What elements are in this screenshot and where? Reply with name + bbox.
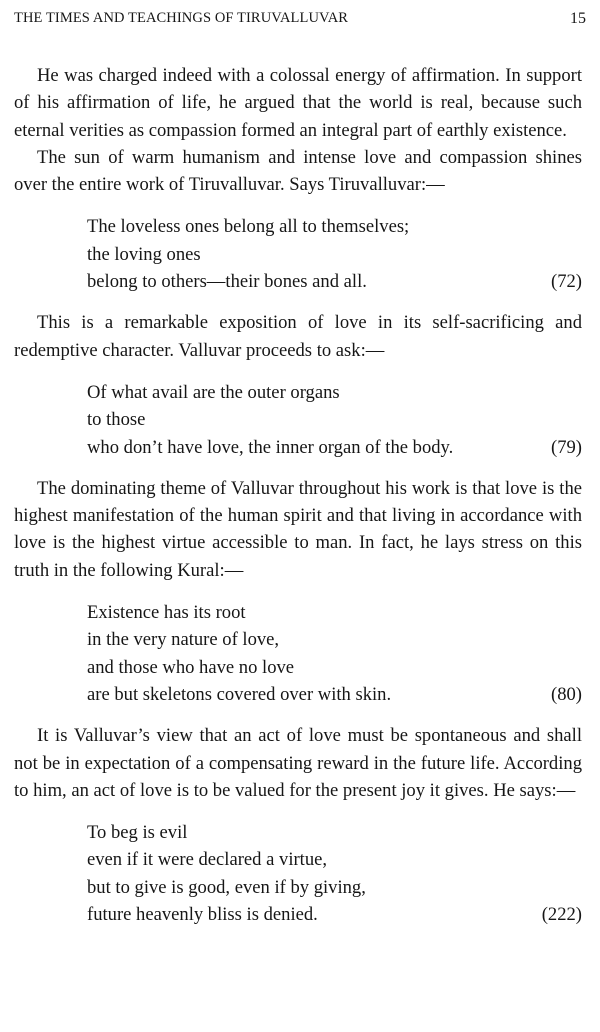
paragraph-5: It is Valluvar’s view that an act of love must be spontaneous and shall not be in expectation of a compensating reward in the future life. According to him, an act of love is to be valued for the present joy it gives. He says:— <box>14 725 582 801</box>
quote-last-line <box>87 268 582 295</box>
quote-line: who don’t have love, the inner organ of the body. <box>87 436 454 458</box>
page-header <box>14 10 586 34</box>
quote-line: but to give is good, even if by giving, <box>87 876 366 898</box>
quote-line: even if it were declared a virtue, <box>87 849 328 871</box>
quote-line: and those who have no love <box>87 656 295 678</box>
quote-line: are but skeletons covered over with skin. <box>87 683 392 705</box>
quote-line: belong to others—their bones and all. <box>87 271 367 293</box>
paragraph-4: The dominating theme of Valluvar throughout his work is that love is the highest manifestation of the human spirit and that living in accordance with love is the highest virtue accessible to man. In fact, he lays stress on this truth in the following Kural:— <box>14 477 582 581</box>
quote-line: Of what avail are the outer organs <box>87 381 340 403</box>
kural-reference: (72) <box>551 271 582 293</box>
quote-last-line <box>87 434 582 461</box>
quote-last-line <box>87 681 582 708</box>
kural-quote-80 <box>14 599 582 708</box>
kural-quote-222 <box>14 819 582 928</box>
running-head: THE TIMES AND TEACHINGS OF TIRUVALLUVAR <box>14 10 349 26</box>
kural-quote-72 <box>14 213 582 295</box>
quote-line: Existence has its root <box>87 602 246 624</box>
paragraph-3: This is a remarkable exposition of love in its self-sacrificing and redemptive character. Valluvar proceeds to ask:— <box>14 312 582 361</box>
quote-line: The loveless ones belong all to themselves; <box>87 216 410 238</box>
quote-line: in the very nature of love, <box>87 629 280 651</box>
quote-line: To beg is evil <box>87 822 188 844</box>
quote-last-line <box>87 901 582 928</box>
quote-line: future heavenly bliss is denied. <box>87 904 318 926</box>
quote-line: to those <box>87 409 146 431</box>
kural-reference: (80) <box>551 683 582 705</box>
body-text <box>14 62 582 942</box>
paragraph-2: The sun of warm humanism and intense love and compassion shines over the entire work of Tiruvalluvar. Says Tiruvalluvar:— <box>14 146 582 196</box>
paragraph-1: He was charged indeed with a colossal energy of affirmation. In support of his affirmation of life, he argued that the world is real, because such eternal verities as compassion formed an integral part of earthly existence. <box>14 65 582 141</box>
kural-reference: (79) <box>551 436 582 458</box>
quote-line: the loving ones <box>87 243 201 265</box>
kural-reference: (222) <box>541 904 582 926</box>
kural-quote-79 <box>14 379 582 461</box>
page-number: 15 <box>570 10 586 27</box>
